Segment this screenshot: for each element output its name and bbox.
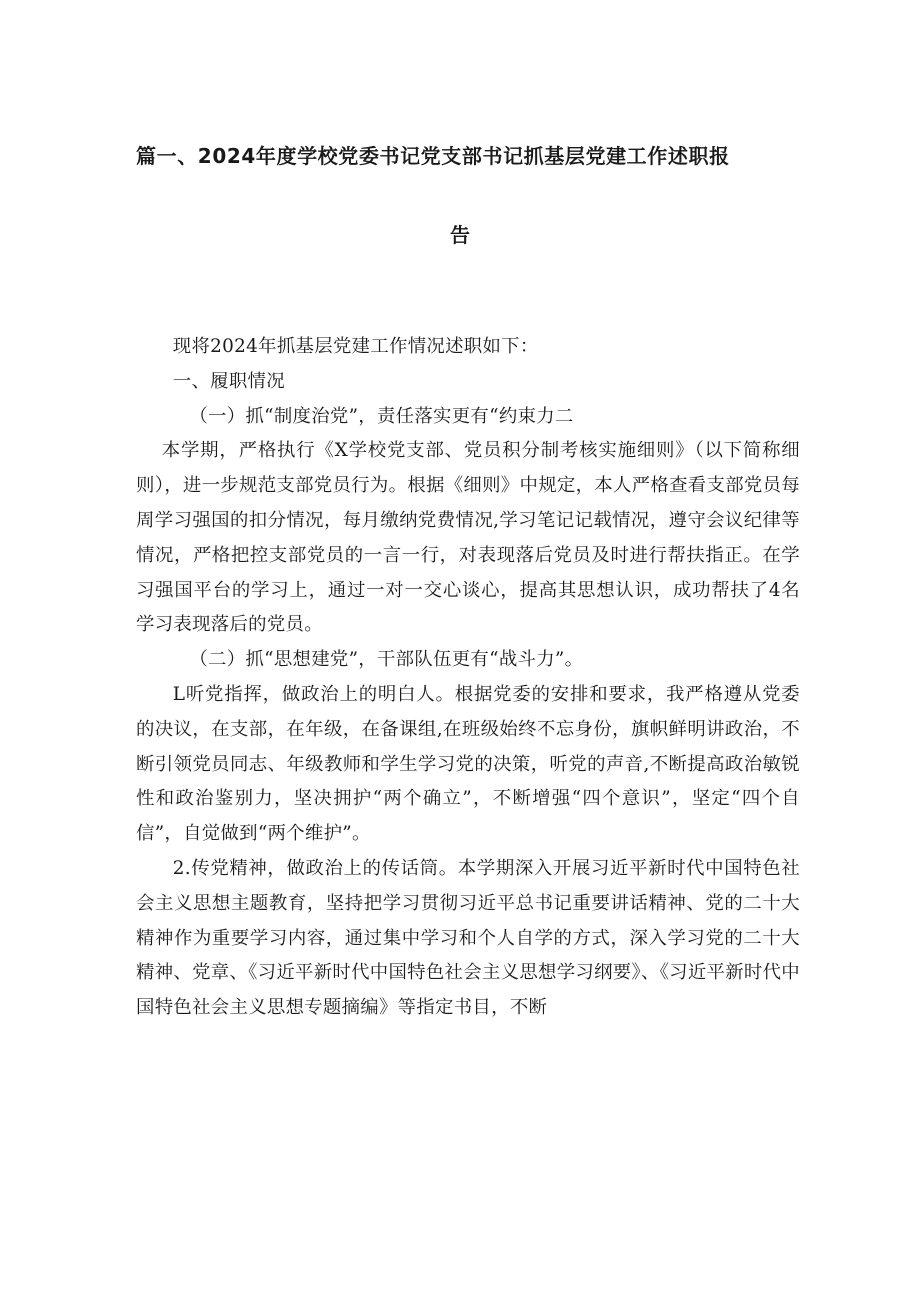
subsection-heading-1: （一）抓“制度治党”，责任落实更有“约束力二 — [189, 405, 574, 427]
point-1-paragraph: L听党指挥，做政治上的明白人。根据党委的安排和要求，我严格遵从党委的决议，在支部，在年级，在备课组,在班级始终不忘身份，旗帜鲜明讲政治，不断引领党员同志、年级教师和学生学习党的决策，听党的声音,不断提高政治敏锐性和政治鉴别力，坚决拥护“两个确立”，不断增强“四个意识”，坚定“四个自信”，自觉做到“两个维护”。 — [136, 683, 800, 845]
subsection-heading-2: （二）抓“思想建党”，干部队伍更有“战斗力”。 — [189, 649, 584, 671]
section-heading-1: 一、履职情况 — [172, 370, 285, 392]
point-2-paragraph: 2.传党精神，做政治上的传话筒。本学期深入开展习近平新时代中国特色社会主义思想主题教育，坚持把学习贯彻习近平总书记重要讲话精神、党的二十大精神作为重要学习内容，通过集中学习和个人自学的方式，深入学习党的二十大精神、党章、《习近平新时代中国特色社会主义思想学习纲要》、《习近平新时代中国特色社会主义思想专题摘编》等指定书目，不断 — [136, 857, 800, 1019]
intro-paragraph: 现将2024年抓基层党建工作情况述职如下： — [172, 336, 539, 357]
document-body — [136, 330, 800, 1026]
document-title: 篇一、2024年度学校党委书记党支部书记抓基层党建工作述职报 — [136, 144, 730, 168]
document-title-continuation: 告 — [450, 223, 470, 247]
subsection-1-paragraph: 本学期，严格执行《X学校党支部、党员积分制考核实施细则》（以下简称细则），进一步规范支部党员行为。根据《细则》中规定，本人严格查看支部党员每周学习强国的扣分情况，每月缴纳党费情况,学习笔记记载情况，遵守会议纪律等情况，严格把控支部党员的一言一行，对表现落后党员及时进行帮扶指正。在学习强国平台的学习上，通过一对一交心谈心，提高其思想认识，成功帮扶了4名学习表现落后的党员。 — [136, 440, 800, 636]
